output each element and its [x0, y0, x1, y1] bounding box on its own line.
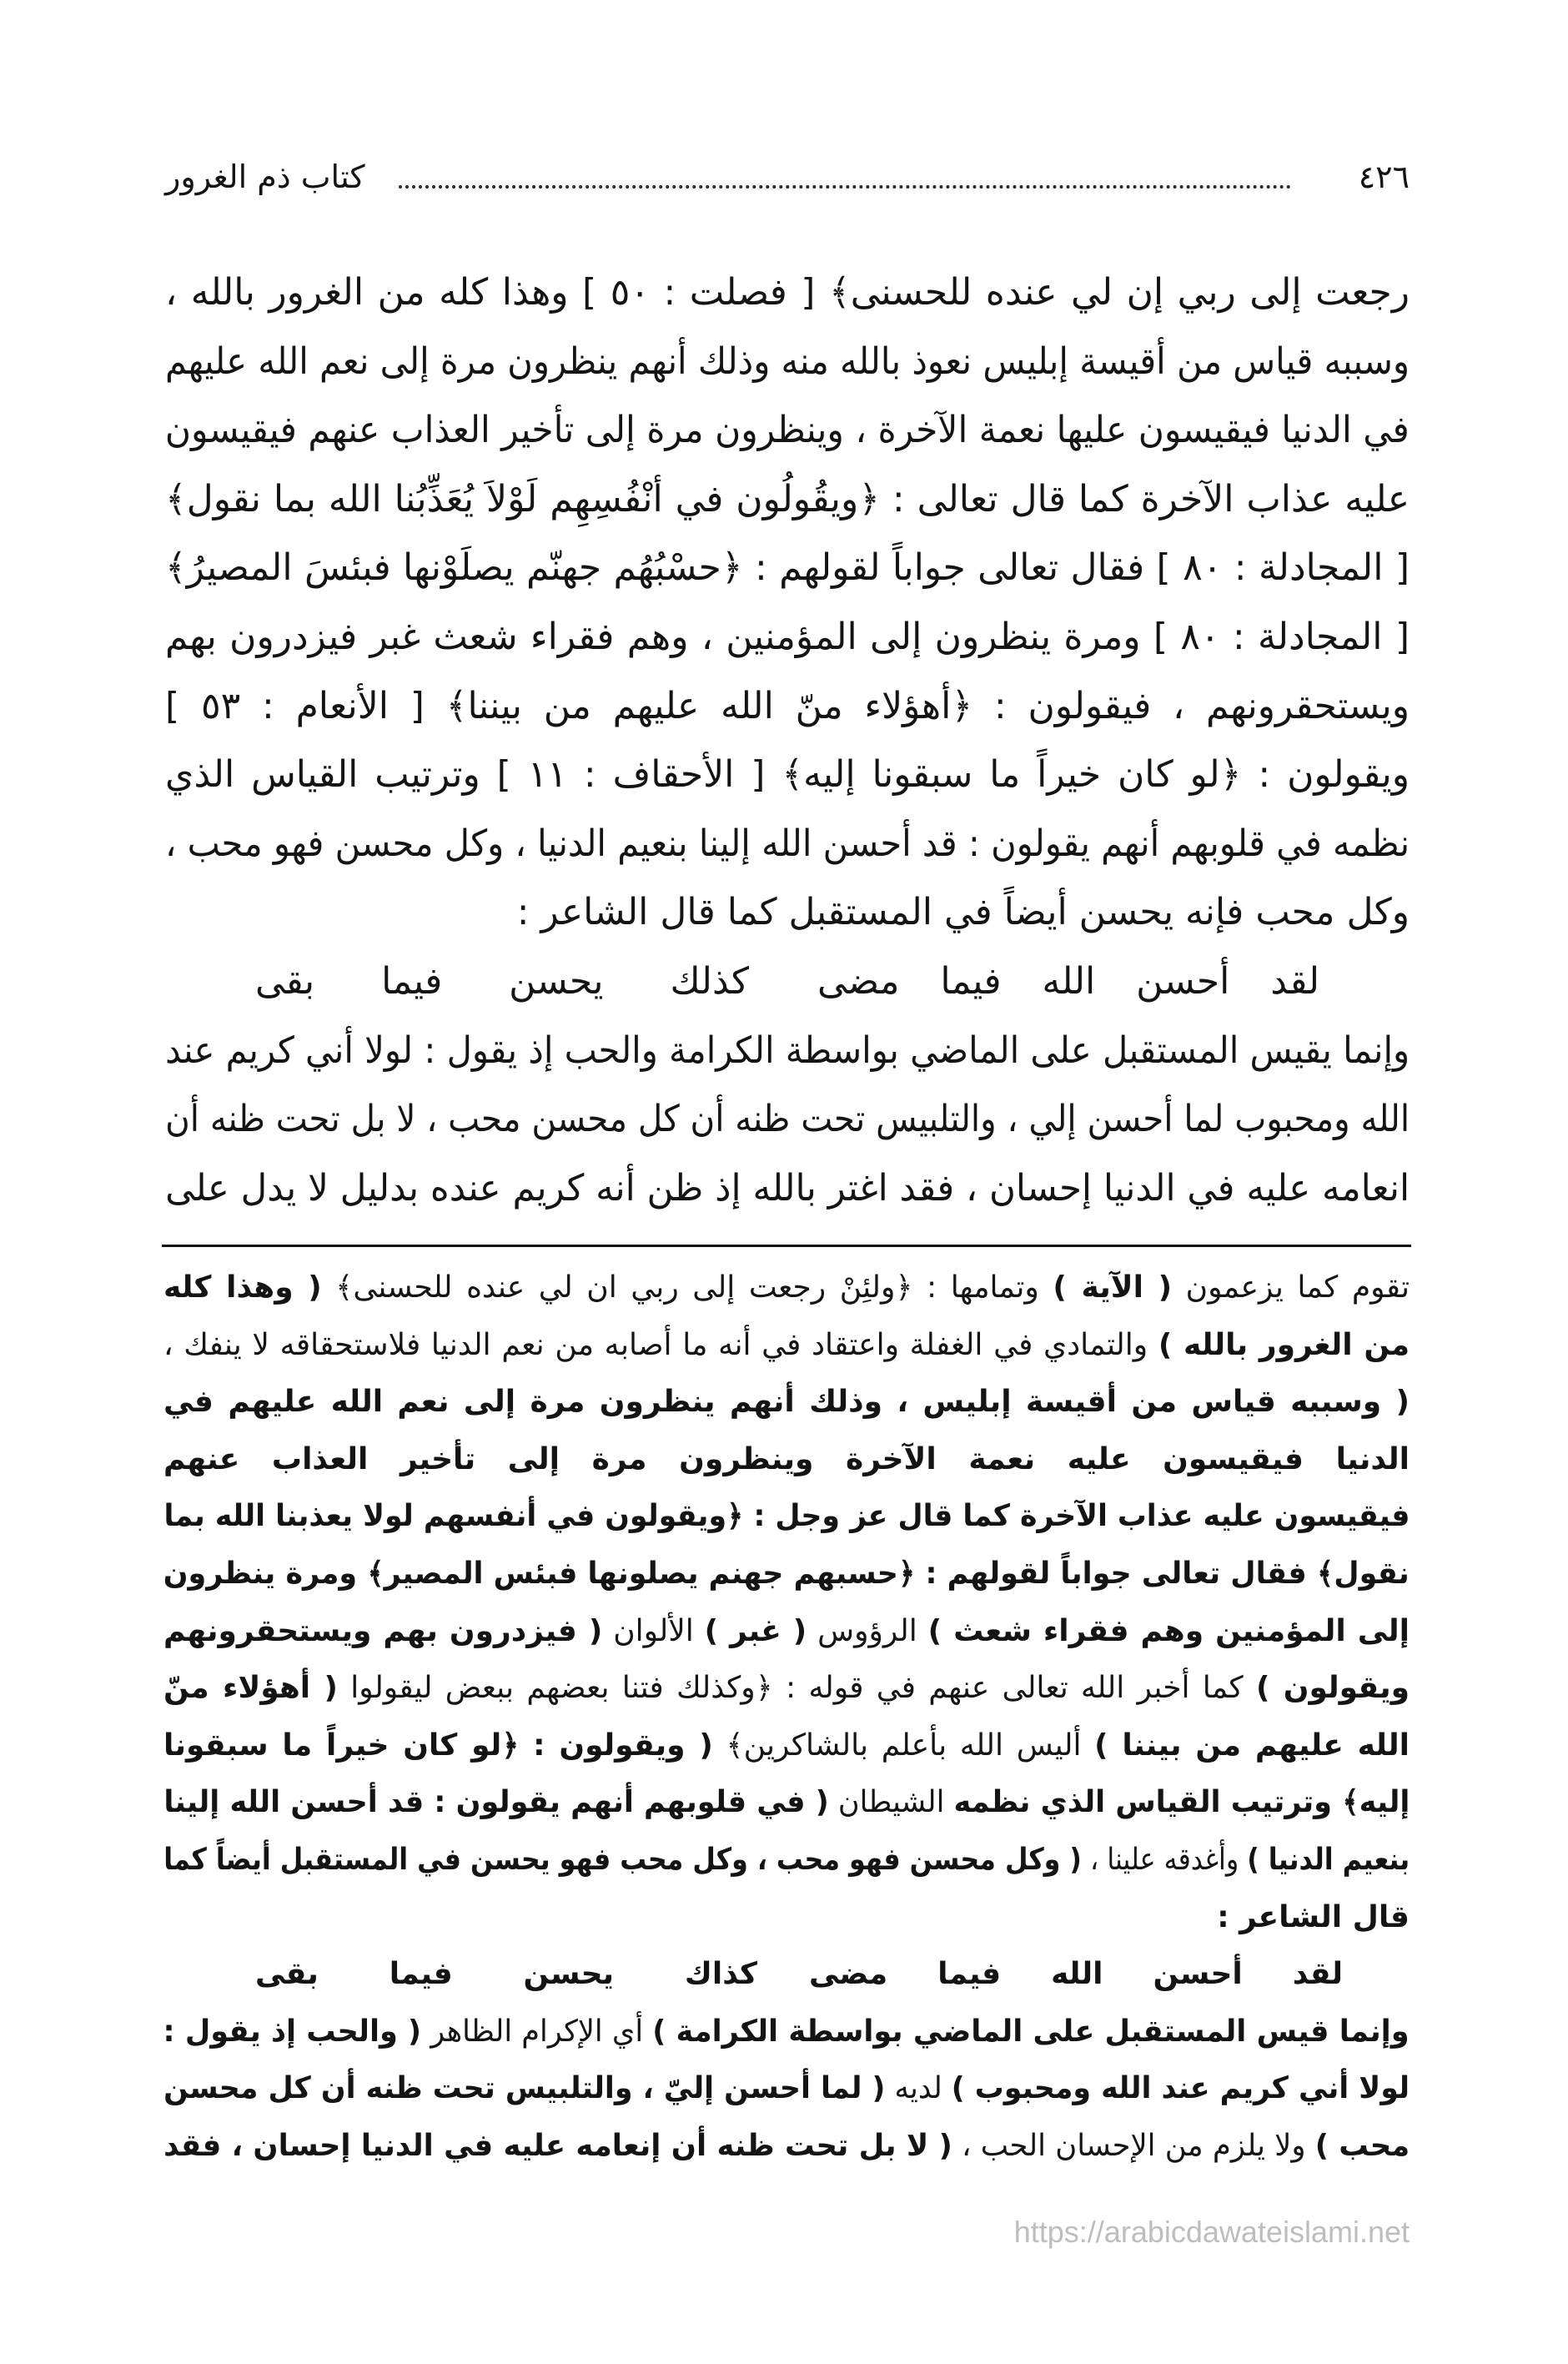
line-text: كذاك يحسن فيما بقى [255, 1957, 757, 1991]
quoted-matn-text: إلى المؤمنين وهم فقراء شعث ) [927, 1614, 1410, 1648]
main-text-line [165, 741, 1410, 809]
main-text-line [165, 328, 1410, 396]
quoted-matn-text: ( في قلوبهم أنهم يقولون : قد أحسن الله إلينا [163, 1785, 829, 1819]
main-text-line [165, 1154, 1410, 1223]
line-text [163, 1260, 1410, 1316]
footnote-divider [162, 1245, 1411, 1247]
verse-second-hemistich [255, 948, 749, 1016]
quoted-matn-text: ( وهذا كله [163, 1270, 322, 1305]
quoted-matn-text: ( الآية ) [1053, 1270, 1173, 1305]
commentary-text: أليس الله بأعلم بالشاكرين﴾ [726, 1728, 1082, 1763]
line-text [163, 1718, 1410, 1774]
commentary-text: وتمامها : ﴿ولئِنْ رجعت إلى ربي ان لي عنده للحسنى﴾ [335, 1270, 1039, 1305]
quoted-matn-text: بنعيم الدنيا ) [1247, 1843, 1410, 1877]
main-text-line [165, 259, 1410, 327]
line-text: [ المجادلة : ٨٠ ] ومرة ينظرون إلى المؤمنين ، وهم فقراء شعث غبر فيزدرون بهم [165, 616, 1410, 658]
line-text [163, 1317, 1410, 1374]
line-text: انعامه عليه في الدنيا إحسان ، فقد اغتر بالله إذ ظن أنه كريم عنده بدليل لا يدل على [165, 1167, 1410, 1210]
line-text: الله ومحبوب لما أحسن إلي ، والتلبيس تحت ظنه أن كل محسن محب ، لا بل تحت ظنه أن [165, 1098, 1410, 1140]
quoted-matn-text: ( والحب إذ يقول : [163, 2014, 422, 2049]
quoted-matn-text: قال الشاعر : [1217, 1900, 1410, 1934]
quoted-matn-text: ( فيزدرون بهم ويستحقرونهم [163, 1614, 603, 1648]
line-text: وسببه قياس من أقيسة إبليس نعوذ بالله منه وذلك أنهم ينظرون مرة إلى نعم الله عليهم [165, 340, 1410, 383]
quoted-matn-text: ( غبر ) [704, 1614, 807, 1648]
quoted-matn-text: فيقيسون عليه عذاب الآخرة كما قال عز وجل : ﴿ويقولون في أنفسهم لولا يعذبنا الله بما [163, 1499, 1410, 1533]
commentary-text: والتمادي في الغفلة واعتقاد في أنه ما أصابه من نعم الدنيا فلاستحقاقه لا ينفك ، [163, 1328, 1148, 1362]
main-text-line [165, 534, 1410, 602]
main-text-line [165, 810, 1410, 878]
line-text [163, 1603, 1410, 1660]
main-text-line [165, 1017, 1410, 1085]
commentary-verse-first-hemistich [809, 1946, 1343, 2003]
line-text [163, 2118, 1410, 2175]
watermark-url: https://arabicdawateislami.net [1013, 2215, 1410, 2249]
commentary-line [163, 2118, 1410, 2175]
line-text: عليه عذاب الآخرة كما قال تعالى : ﴿ويقُولُون في أنْفُسِهِم لَوْلاَ يُعَذِّبُنا الله بما نقول﴾ [165, 478, 1410, 521]
line-text: لقد أحسن الله فيما مضى [817, 960, 1319, 1003]
quoted-matn-text: إليه﴾ وترتيب القياس الذي نظمه [953, 1785, 1410, 1819]
line-text [163, 1488, 1410, 1545]
quoted-matn-text: ( ويقولون : ﴿لو كان خيراً ما سبقونا [163, 1728, 713, 1763]
line-text: في الدنيا فيقيسون عليها نعمة الآخرة ، وينظرون مرة إلى تأخير العذاب عنهم فيقيسون [165, 409, 1410, 451]
book-title: كتاب ذم الغرور [165, 158, 365, 195]
line-text [163, 2004, 1410, 2060]
page-number: ٤٢٦ [1358, 158, 1410, 195]
commentary-line [163, 1374, 1410, 1431]
commentary-text: كما أخبر الله تعالى عنهم في قوله : ﴿وكذلك فتنا بعضهم ببعض ليقولوا [350, 1671, 1244, 1705]
quoted-matn-text: الله عليهم من بيننا ) [1094, 1728, 1410, 1763]
line-text [163, 2060, 1410, 2117]
line-text [163, 1374, 1410, 1431]
commentary-line [163, 1660, 1410, 1717]
main-text-line [165, 603, 1410, 671]
quoted-matn-text: محب ) [1314, 2129, 1410, 2163]
commentary-line [163, 1260, 1410, 1316]
quoted-matn-text: ( أهؤلاء منّ [163, 1671, 338, 1705]
commentary-line [163, 1889, 1410, 1946]
line-text [163, 1774, 1410, 1831]
commentary-text: وأغدقه علينا ، [1089, 1843, 1239, 1877]
line-text: [ المجادلة : ٨٠ ] فقال تعالى جواباً لقولهم : ﴿حسْبُهُم جهنّم يصلَوْنها فبئسَ المصيرُ﴾ [165, 546, 1410, 589]
main-text-line [165, 672, 1410, 741]
line-text [163, 1431, 1410, 1488]
main-text-line [165, 396, 1410, 465]
quoted-matn-text: ( وسببه قياس من أقيسة إبليس ، وذلك أنهم ينظرون مرة إلى نعم الله عليهم في [163, 1385, 1410, 1419]
quoted-matn-text: ويقولون ) [1255, 1671, 1410, 1705]
quoted-matn-text: نقول﴾ فقال تعالى جواباً لقولهم : ﴿حسبهم جهنم يصلونها فبئس المصير﴾ ومرة ينظرون [163, 1557, 1410, 1591]
line-text [163, 1832, 1410, 1889]
line-text: كذلك يحسن فيما بقى [255, 960, 749, 1003]
line-text: وإنما يقيس المستقبل على الماضي بواسطة الكرامة والحب إذ يقول : لولا أني كريم عند [165, 1029, 1410, 1072]
commentary-text: الشيطان [837, 1785, 944, 1819]
quoted-matn-text: ( لا بل تحت ظنه أن إنعامه عليه في الدنيا إحسان ، فقد [163, 2129, 952, 2163]
commentary-text: تقوم كما يزعمون [1185, 1270, 1410, 1305]
quoted-matn-text: الدنيا فيقيسون عليه نعمة الآخرة وينظرون مرة إلى تأخير العذاب عنهم [163, 1442, 1410, 1476]
line-text: لقد أحسن الله فيما مضى [809, 1957, 1343, 1991]
quoted-matn-text: وإنما قيس المستقبل على الماضي بواسطة الكرامة ) [652, 2014, 1410, 2049]
header-dot-leader [399, 185, 1291, 189]
commentary-text: أي الإكرام الظاهر [430, 2014, 644, 2049]
commentary-line [163, 2004, 1410, 2060]
commentary-line [163, 2060, 1410, 2117]
commentary-text: الألوان [613, 1614, 694, 1648]
commentary-line [163, 1603, 1410, 1660]
commentary-line [163, 1431, 1410, 1488]
line-text: نظمه في قلوبهم أنهم يقولون : قد أحسن الله إلينا بنعيم الدنيا ، وكل محسن فهو محب ، [165, 822, 1410, 865]
main-text-line [165, 465, 1410, 534]
line-text [163, 1660, 1410, 1717]
quoted-matn-text: من الغرور بالله ) [1158, 1328, 1410, 1362]
line-text: ويستحقرونهم ، فيقولون : ﴿أهؤلاء منّ الله عليهم من بيننا﴾ [ الأنعام : ٥٣ ] [165, 685, 1410, 727]
commentary-text: ولا يلزم من الإحسان الحب ، [961, 2129, 1306, 2163]
commentary-line [163, 1774, 1410, 1831]
commentary-line [163, 1546, 1410, 1602]
main-text-line [165, 1085, 1410, 1154]
commentary-line [163, 1718, 1410, 1774]
commentary-line [163, 1488, 1410, 1545]
line-text: ويقولون : ﴿لو كان خيراً ما سبقونا إليه﴾ [ الأحقاف : ١١ ] وترتيب القياس الذي [165, 753, 1410, 796]
quoted-matn-text: لولا أني كريم عند الله ومحبوب ) [951, 2071, 1410, 2105]
main-text-line [165, 878, 1410, 947]
quoted-matn-text: ( وكل محسن فهو محب ، وكل محب فهو يحسن في المستقبل أيضاً كما [163, 1843, 1082, 1877]
verse-first-hemistich [817, 948, 1319, 1016]
commentary-text: لديه [894, 2071, 942, 2105]
line-text [163, 1546, 1410, 1602]
commentary-line [163, 1832, 1410, 1889]
commentary-verse-second-hemistich [255, 1946, 757, 2003]
line-text: رجعت إلى ربي إن لي عنده للحسنى﴾ [ فصلت : ٥٠ ] وهذا كله من الغرور بالله ، [165, 271, 1410, 314]
commentary-text: الرؤوس [817, 1614, 917, 1648]
line-text: وكل محب فإنه يحسن أيضاً في المستقبل كما قال الشاعر : [516, 891, 1410, 933]
commentary-line [163, 1317, 1410, 1374]
line-text [1217, 1889, 1410, 1946]
quoted-matn-text: ( لما أحسن إليّ ، والتلبيس تحت ظنه أن كل محسن [163, 2071, 886, 2105]
